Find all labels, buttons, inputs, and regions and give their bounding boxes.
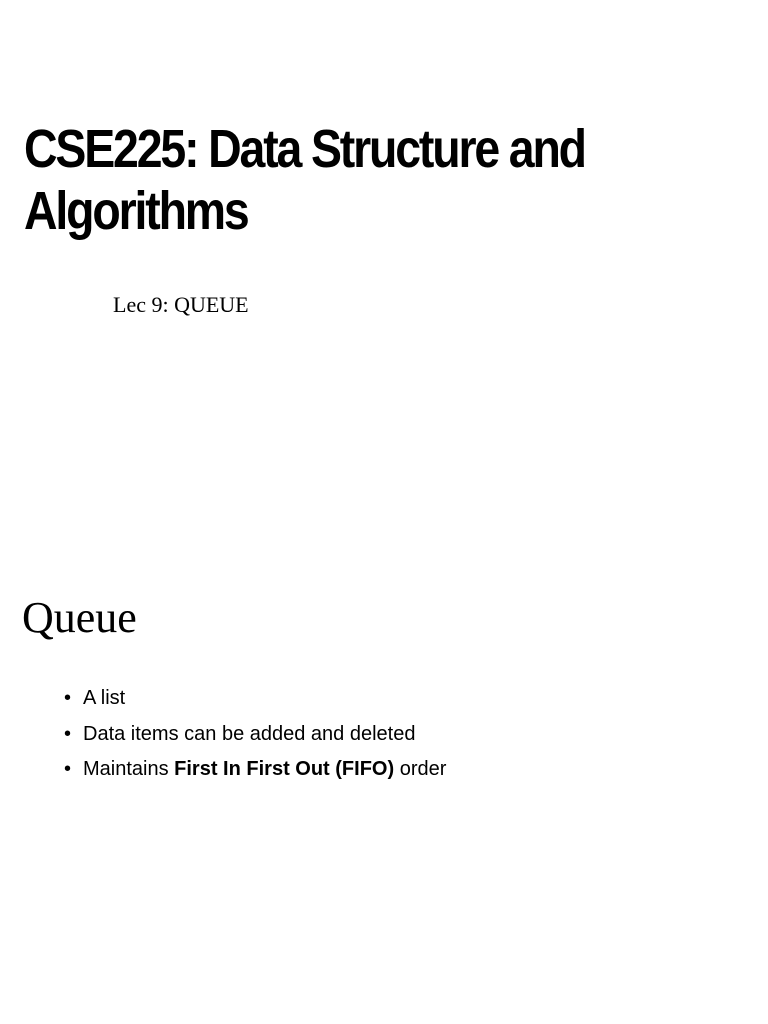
- bullet-list: [64, 686, 446, 793]
- bullet-icon: •: [64, 722, 72, 745]
- lecture-subtitle: Lec 9: QUEUE: [113, 292, 249, 317]
- slide-title-line-2: Algorithms: [24, 181, 248, 241]
- bullet-item: [64, 686, 446, 710]
- bullet-text: Data items can be added and deleted: [83, 722, 416, 745]
- slide-title: [24, 118, 729, 242]
- bullet-item: [64, 757, 446, 781]
- bullet-icon: •: [64, 687, 72, 709]
- section-heading: Queue: [22, 593, 137, 642]
- slide-title-line-1: CSE225: Data Structure and: [24, 119, 585, 179]
- bullet-item: [64, 722, 446, 746]
- queue-slide: [0, 512, 768, 1024]
- bullet-text-prefix: Maintains: [83, 758, 175, 780]
- bullet-text-emphasis: First In First Out (FIFO): [174, 758, 395, 780]
- bullet-text: A list: [83, 687, 126, 709]
- bullet-icon: •: [64, 758, 72, 780]
- bullet-text-suffix: order: [394, 758, 447, 780]
